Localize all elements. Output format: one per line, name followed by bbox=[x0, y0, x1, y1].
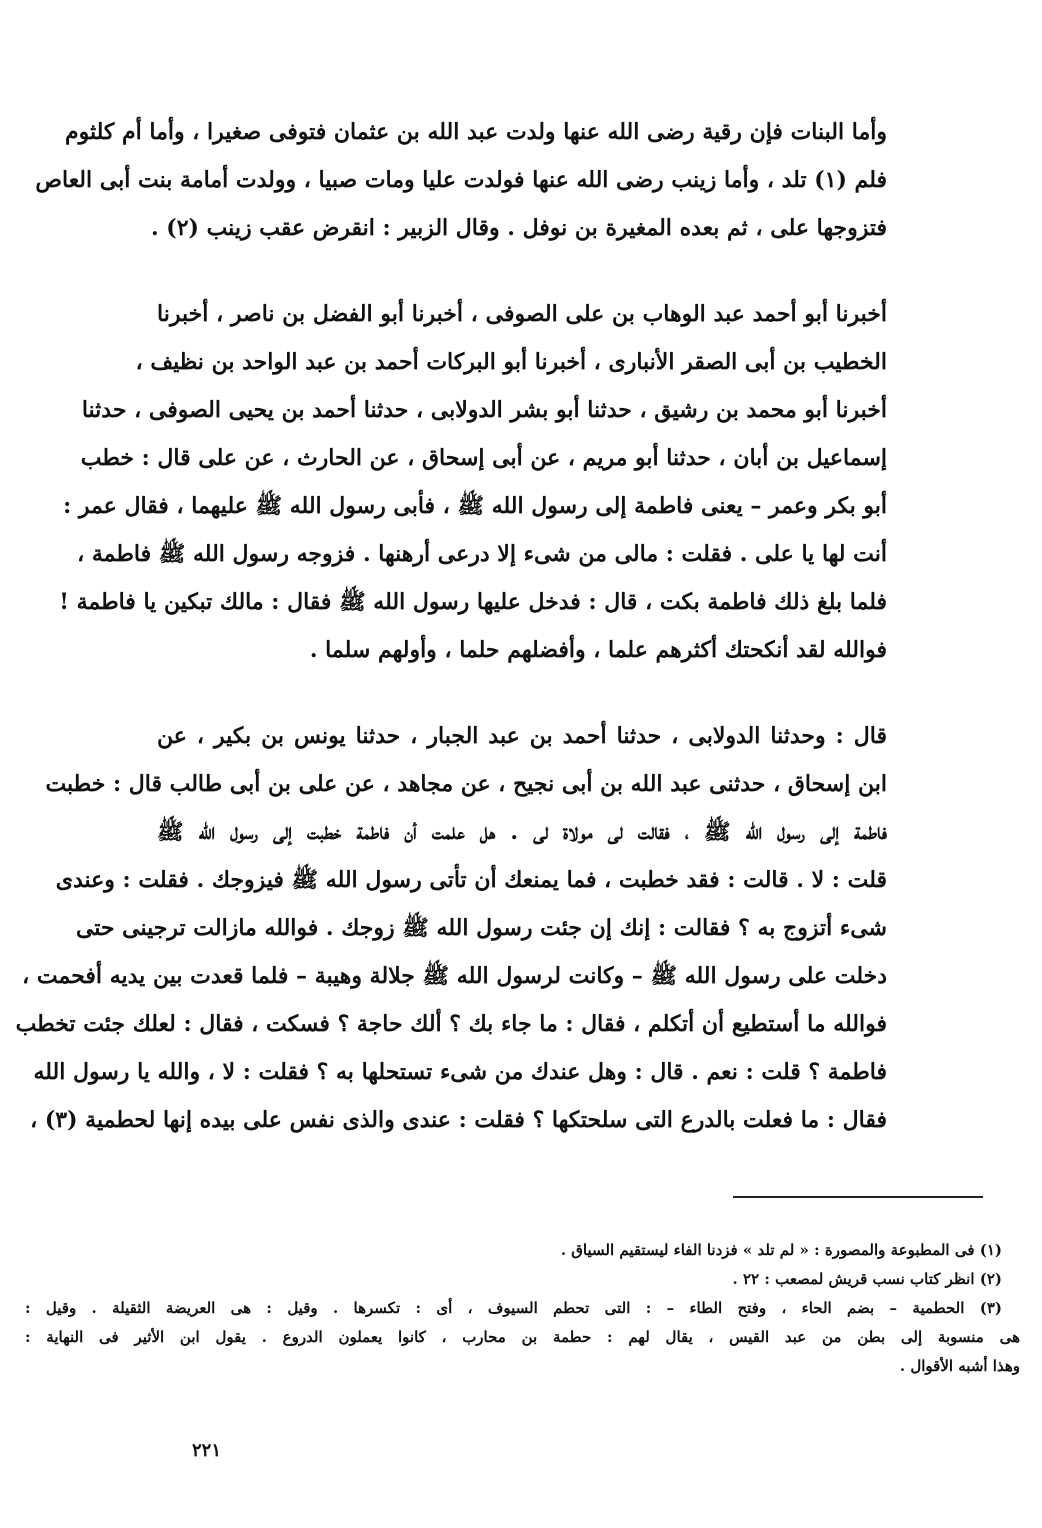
paragraph-hadith-1 bbox=[59, 290, 887, 674]
text-line: أخبرنا أبو أحمد عبد الوهاب بن على الصوفى ، أخبرنا أبو الفضل بن ناصر ، أخبرنا bbox=[157, 301, 887, 327]
footnote-divider bbox=[733, 1196, 983, 1198]
text-line: قلت : لا . قالت : فقد خطبت ، فما يمنعك أن تأتى رسول الله ﷺ فيزوجك . فقلت : وعندى bbox=[55, 867, 887, 893]
page-number: ٢٢١ bbox=[192, 1440, 222, 1461]
footnotes bbox=[25, 1236, 1020, 1381]
text-line: فلم (١) تلد ، وأما زينب رضى الله عنها فولدت عليا ومات صبيا ، وولدت أمامة بنت أبى العاص bbox=[35, 167, 887, 193]
footnote-3: (٣) الحطمية – بضم الحاء ، وفتح الطاء – : التى تحطم السيوف ، أى : تكسرها . وقيل : هى العريضة الثقيلة . وقيل : bbox=[25, 1299, 1002, 1317]
text-line: فوالله لقد أنكحتك أكثرهم علما ، وأفضلهم حلما ، وأولهم سلما . bbox=[309, 637, 887, 663]
text-line: شىء أتزوج به ؟ فقالت : إنك إن جئت رسول الله ﷺ زوجك . فوالله مازالت ترجينى حتى bbox=[75, 915, 887, 941]
text-line: إسماعيل بن أبان ، حدثنا أبو مريم ، عن أبى إسحاق ، عن الحارث ، عن على قال : خطب bbox=[80, 445, 887, 471]
footnote-3-end: وهذا أشبه الأقوال . bbox=[899, 1357, 1020, 1375]
text-line: فاطمة إلى رسول الله ﷺ ، فقالت لى مولاة لى . هل علمت أن فاطمة خطبت إلى رسول الله ﷺ bbox=[157, 819, 887, 845]
text-line: فقال : ما فعلت بالدرع التى سلحتكها ؟ فقلت : عندى والذى نفس على بيده إنها لحطمية (٣) ، bbox=[30, 1107, 887, 1133]
text-line: قال : وحدثنا الدولابى ، حدثنا أحمد بن عبد الجبار ، حدثنا يونس بن بكير ، عن bbox=[157, 723, 887, 749]
paragraph-daughters bbox=[35, 108, 887, 252]
text-line: الخطيب بن أبى الصقر الأنبارى ، أخبرنا أبو البركات أحمد بن عبد الواحد بن نظيف ، bbox=[135, 349, 887, 375]
text-line: فلما بلغ ذلك فاطمة بكت ، قال : فدخل عليها رسول الله ﷺ فقال : مالك تبكين يا فاطمة ! bbox=[59, 589, 887, 615]
footnote-1: (١) فى المطبوعة والمصورة : « لم تلد » فزدنا الفاء ليستقيم السياق . bbox=[560, 1241, 1002, 1259]
text-line: فاطمة ؟ قلت : نعم . قال : وهل عندك من شىء تستحلها به ؟ فقلت : لا ، والله يا رسول الله bbox=[33, 1059, 887, 1085]
text-line: دخلت على رسول الله ﷺ – وكانت لرسول الله ﷺ جلالة وهيبة – فلما قعدت بين يديه أفحمت ، bbox=[22, 963, 887, 989]
text-line: أنت لها يا على . فقلت : مالى من شىء إلا درعى أرهنها . فزوجه رسول الله ﷺ فاطمة ، bbox=[77, 541, 887, 567]
text-line: أخبرنا أبو محمد بن رشيق ، حدثنا أبو بشر الدولابى ، حدثنا أحمد بن يحيى الصوفى ، حدثنا bbox=[81, 397, 887, 423]
footnote-2: (٢) انظر كتاب نسب قريش لمصعب : ٢٢ . bbox=[732, 1270, 1002, 1288]
text-line: فتزوجها على ، ثم بعده المغيرة بن نوفل . وقال الزبير : انقرض عقب زينب (٢) . bbox=[150, 215, 887, 241]
paragraph-hadith-2 bbox=[15, 712, 887, 1144]
footnote-3-continued: هى منسوبة إلى بطن من عبد القيس ، يقال لهم : حطمة بن محارب ، كانوا يعملون الدروع . يقول ابن الأثير فى النهاية : bbox=[25, 1328, 1020, 1346]
text-line: أبو بكر وعمر – يعنى فاطمة إلى رسول الله ﷺ ، فأبى رسول الله ﷺ عليهما ، فقال عمر : bbox=[63, 493, 887, 519]
text-line: ابن إسحاق ، حدثنى عبد الله بن أبى نجيح ، عن مجاهد ، عن على بن أبى طالب قال : خطبت bbox=[45, 771, 887, 797]
text-line: وأما البنات فإن رقية رضى الله عنها ولدت عبد الله بن عثمان فتوفى صغيرا ، وأما أم كلثوم bbox=[64, 119, 887, 145]
text-line: فوالله ما أستطيع أن أتكلم ، فقال : ما جاء بك ؟ ألك حاجة ؟ فسكت ، فقال : لعلك جئت تخطب bbox=[15, 1011, 887, 1037]
